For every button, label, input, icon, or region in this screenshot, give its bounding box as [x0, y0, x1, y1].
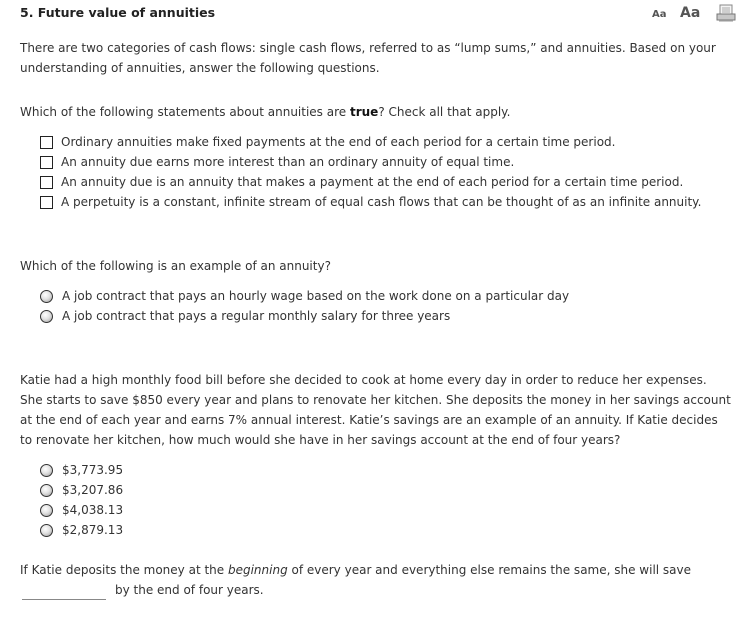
- q3-option-4[interactable]: [40, 520, 123, 540]
- font-size-small-button[interactable]: Aa: [652, 9, 667, 20]
- intro-text: There are two categories of cash flows: single cash flows, referred to as “lump sums,” and annuities. Based on your understanding of annuities, answer the following questions.: [20, 41, 716, 75]
- q1-option-1[interactable]: [40, 132, 615, 152]
- q1-option-label: An annuity due earns more interest than an ordinary annuity of equal time.: [61, 155, 515, 169]
- q2-option-label: A job contract that pays a regular monthly salary for three years: [62, 309, 451, 323]
- q3-option-label: $4,038.13: [62, 503, 124, 517]
- q1-option-2[interactable]: [40, 152, 514, 172]
- print-icon[interactable]: [716, 4, 736, 22]
- q4-after-blank-text: by the end of four years.: [115, 583, 264, 597]
- q4-prompt: If Katie deposits the money at the beginning of every year and everything else remains the same, she will save: [20, 563, 692, 577]
- q3-prompt: Katie had a high monthly food bill before she decided to cook at home every day in order to reduce her expenses. She starts to save $850 every year and plans to renovate her kitchen. She deposits the money in her savings account at the end of each year and earns 7% annual interest. Katie’s savings are an example of an annuity. If Katie decides to renovate her kitchen, how much would she have in her savings account at the end of four years?: [20, 373, 731, 447]
- q3-option-3[interactable]: [40, 500, 123, 520]
- q3-option-2[interactable]: [40, 480, 123, 500]
- q1-option-4[interactable]: [40, 192, 701, 212]
- q2-prompt: Which of the following is an example of an annuity?: [20, 259, 331, 273]
- q1-option-3[interactable]: [40, 172, 683, 192]
- font-size-large-button[interactable]: Aa: [680, 5, 701, 21]
- q3-option-1[interactable]: [40, 460, 123, 480]
- radio-button[interactable]: [40, 504, 53, 517]
- q3-option-label: $2,879.13: [62, 523, 124, 537]
- radio-button[interactable]: [40, 290, 53, 303]
- radio-button[interactable]: [40, 464, 53, 477]
- q1-prompt: Which of the following statements about annuities are true? Check all that apply.: [20, 105, 511, 119]
- q1-option-label: An annuity due is an annuity that makes a payment at the end of each period for a certain time period.: [61, 175, 684, 189]
- q3-option-label: $3,773.95: [62, 463, 124, 477]
- q4-answer-dropdown[interactable]: [22, 599, 106, 600]
- radio-button[interactable]: [40, 310, 53, 323]
- checkbox[interactable]: [40, 196, 53, 209]
- checkbox[interactable]: [40, 136, 53, 149]
- checkbox[interactable]: [40, 156, 53, 169]
- q2-option-1[interactable]: [40, 286, 569, 306]
- radio-button[interactable]: [40, 524, 53, 537]
- q2-option-2[interactable]: [40, 306, 450, 326]
- question-title: 5. Future value of annuities: [20, 5, 216, 20]
- radio-button[interactable]: [40, 484, 53, 497]
- q1-option-label: Ordinary annuities make fixed payments at the end of each period for a certain time period.: [61, 135, 616, 149]
- q2-option-label: A job contract that pays an hourly wage based on the work done on a particular day: [62, 289, 570, 303]
- q1-option-label: A perpetuity is a constant, infinite stream of equal cash flows that can be thought of as an infinite annuity.: [61, 195, 702, 209]
- q3-option-label: $3,207.86: [62, 483, 124, 497]
- checkbox[interactable]: [40, 176, 53, 189]
